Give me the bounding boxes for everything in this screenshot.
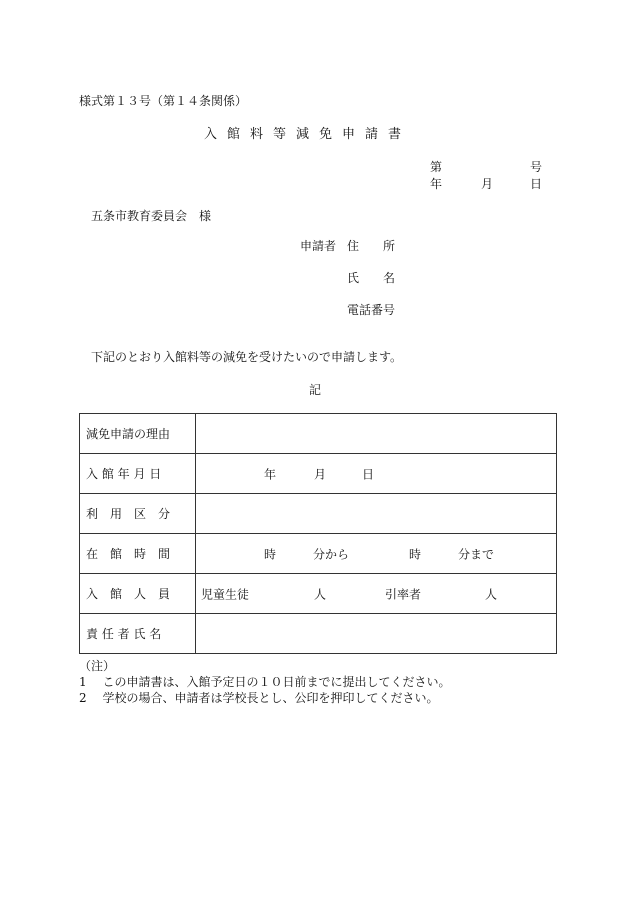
title-char: 書 xyxy=(388,127,402,142)
leaders-unit: 人 xyxy=(485,587,498,601)
title-char: 等 xyxy=(273,127,287,142)
name-label: 氏 名 xyxy=(347,271,396,285)
responsible-name-field[interactable] xyxy=(196,614,557,654)
note-item: 2 学校の場合、申請者は学校長とし、公印を押印してください。 xyxy=(79,691,439,705)
stay-time-field[interactable] xyxy=(196,534,557,574)
form-number: 様式第１３号（第１４条関係） xyxy=(79,94,248,108)
table-row xyxy=(80,414,557,454)
applicant-label: 申請者 xyxy=(300,239,337,253)
visit-day: 日 xyxy=(362,467,375,481)
stay-time-label: 在 館 時 間 xyxy=(80,534,196,574)
title-char: 免 xyxy=(319,127,333,142)
title-char: 料 xyxy=(250,127,264,142)
document-title xyxy=(204,128,411,141)
address-label: 住 所 xyxy=(347,239,396,253)
title-char: 申 xyxy=(342,127,356,142)
title-char: 入 xyxy=(204,127,218,142)
responsible-name-label: 責 任 者 氏 名 xyxy=(80,614,196,654)
table-row xyxy=(80,454,557,494)
usage-category-label: 利 用 区 分 xyxy=(80,494,196,534)
title-char: 館 xyxy=(227,127,241,142)
title-char: 請 xyxy=(365,127,379,142)
students-label: 児童生徒 xyxy=(201,587,250,601)
start-minute: 分から xyxy=(313,547,350,561)
date-day: 日 xyxy=(530,177,543,191)
usage-category-field[interactable] xyxy=(196,494,557,534)
visit-date-field[interactable] xyxy=(196,454,557,494)
table-row xyxy=(80,494,557,534)
doc-no-suffix: 号 xyxy=(530,160,543,174)
title-char: 減 xyxy=(296,127,310,142)
visit-year: 年 xyxy=(264,467,277,481)
ki-label: 記 xyxy=(309,383,322,397)
visitors-label: 入 館 人 員 xyxy=(80,574,196,614)
doc-no-prefix: 第 xyxy=(430,160,443,174)
visit-month: 月 xyxy=(314,467,327,481)
addressee: 五条市教育委員会 様 xyxy=(91,209,212,223)
students-unit: 人 xyxy=(314,587,327,601)
note-item: 1 この申請書は、入館予定日の１０日前までに提出してください。 xyxy=(79,675,451,689)
start-hour: 時 xyxy=(264,547,277,561)
visitors-field[interactable] xyxy=(196,574,557,614)
notes-header: （注） xyxy=(79,659,116,673)
application-table xyxy=(79,413,557,654)
end-hour: 時 xyxy=(409,547,422,561)
reason-label: 減免申請の理由 xyxy=(80,414,196,454)
body-text: 下記のとおり入館料等の減免を受けたいので申請します。 xyxy=(91,350,403,364)
date-year: 年 xyxy=(430,177,443,191)
table-row xyxy=(80,614,557,654)
leaders-label: 引率者 xyxy=(385,587,422,601)
date-month: 月 xyxy=(481,177,494,191)
end-minute: 分まで xyxy=(458,547,495,561)
reason-field[interactable] xyxy=(196,414,557,454)
visit-date-label: 入 館 年 月 日 xyxy=(80,454,196,494)
table-row xyxy=(80,534,557,574)
phone-label: 電話番号 xyxy=(347,303,396,317)
table-row xyxy=(80,574,557,614)
